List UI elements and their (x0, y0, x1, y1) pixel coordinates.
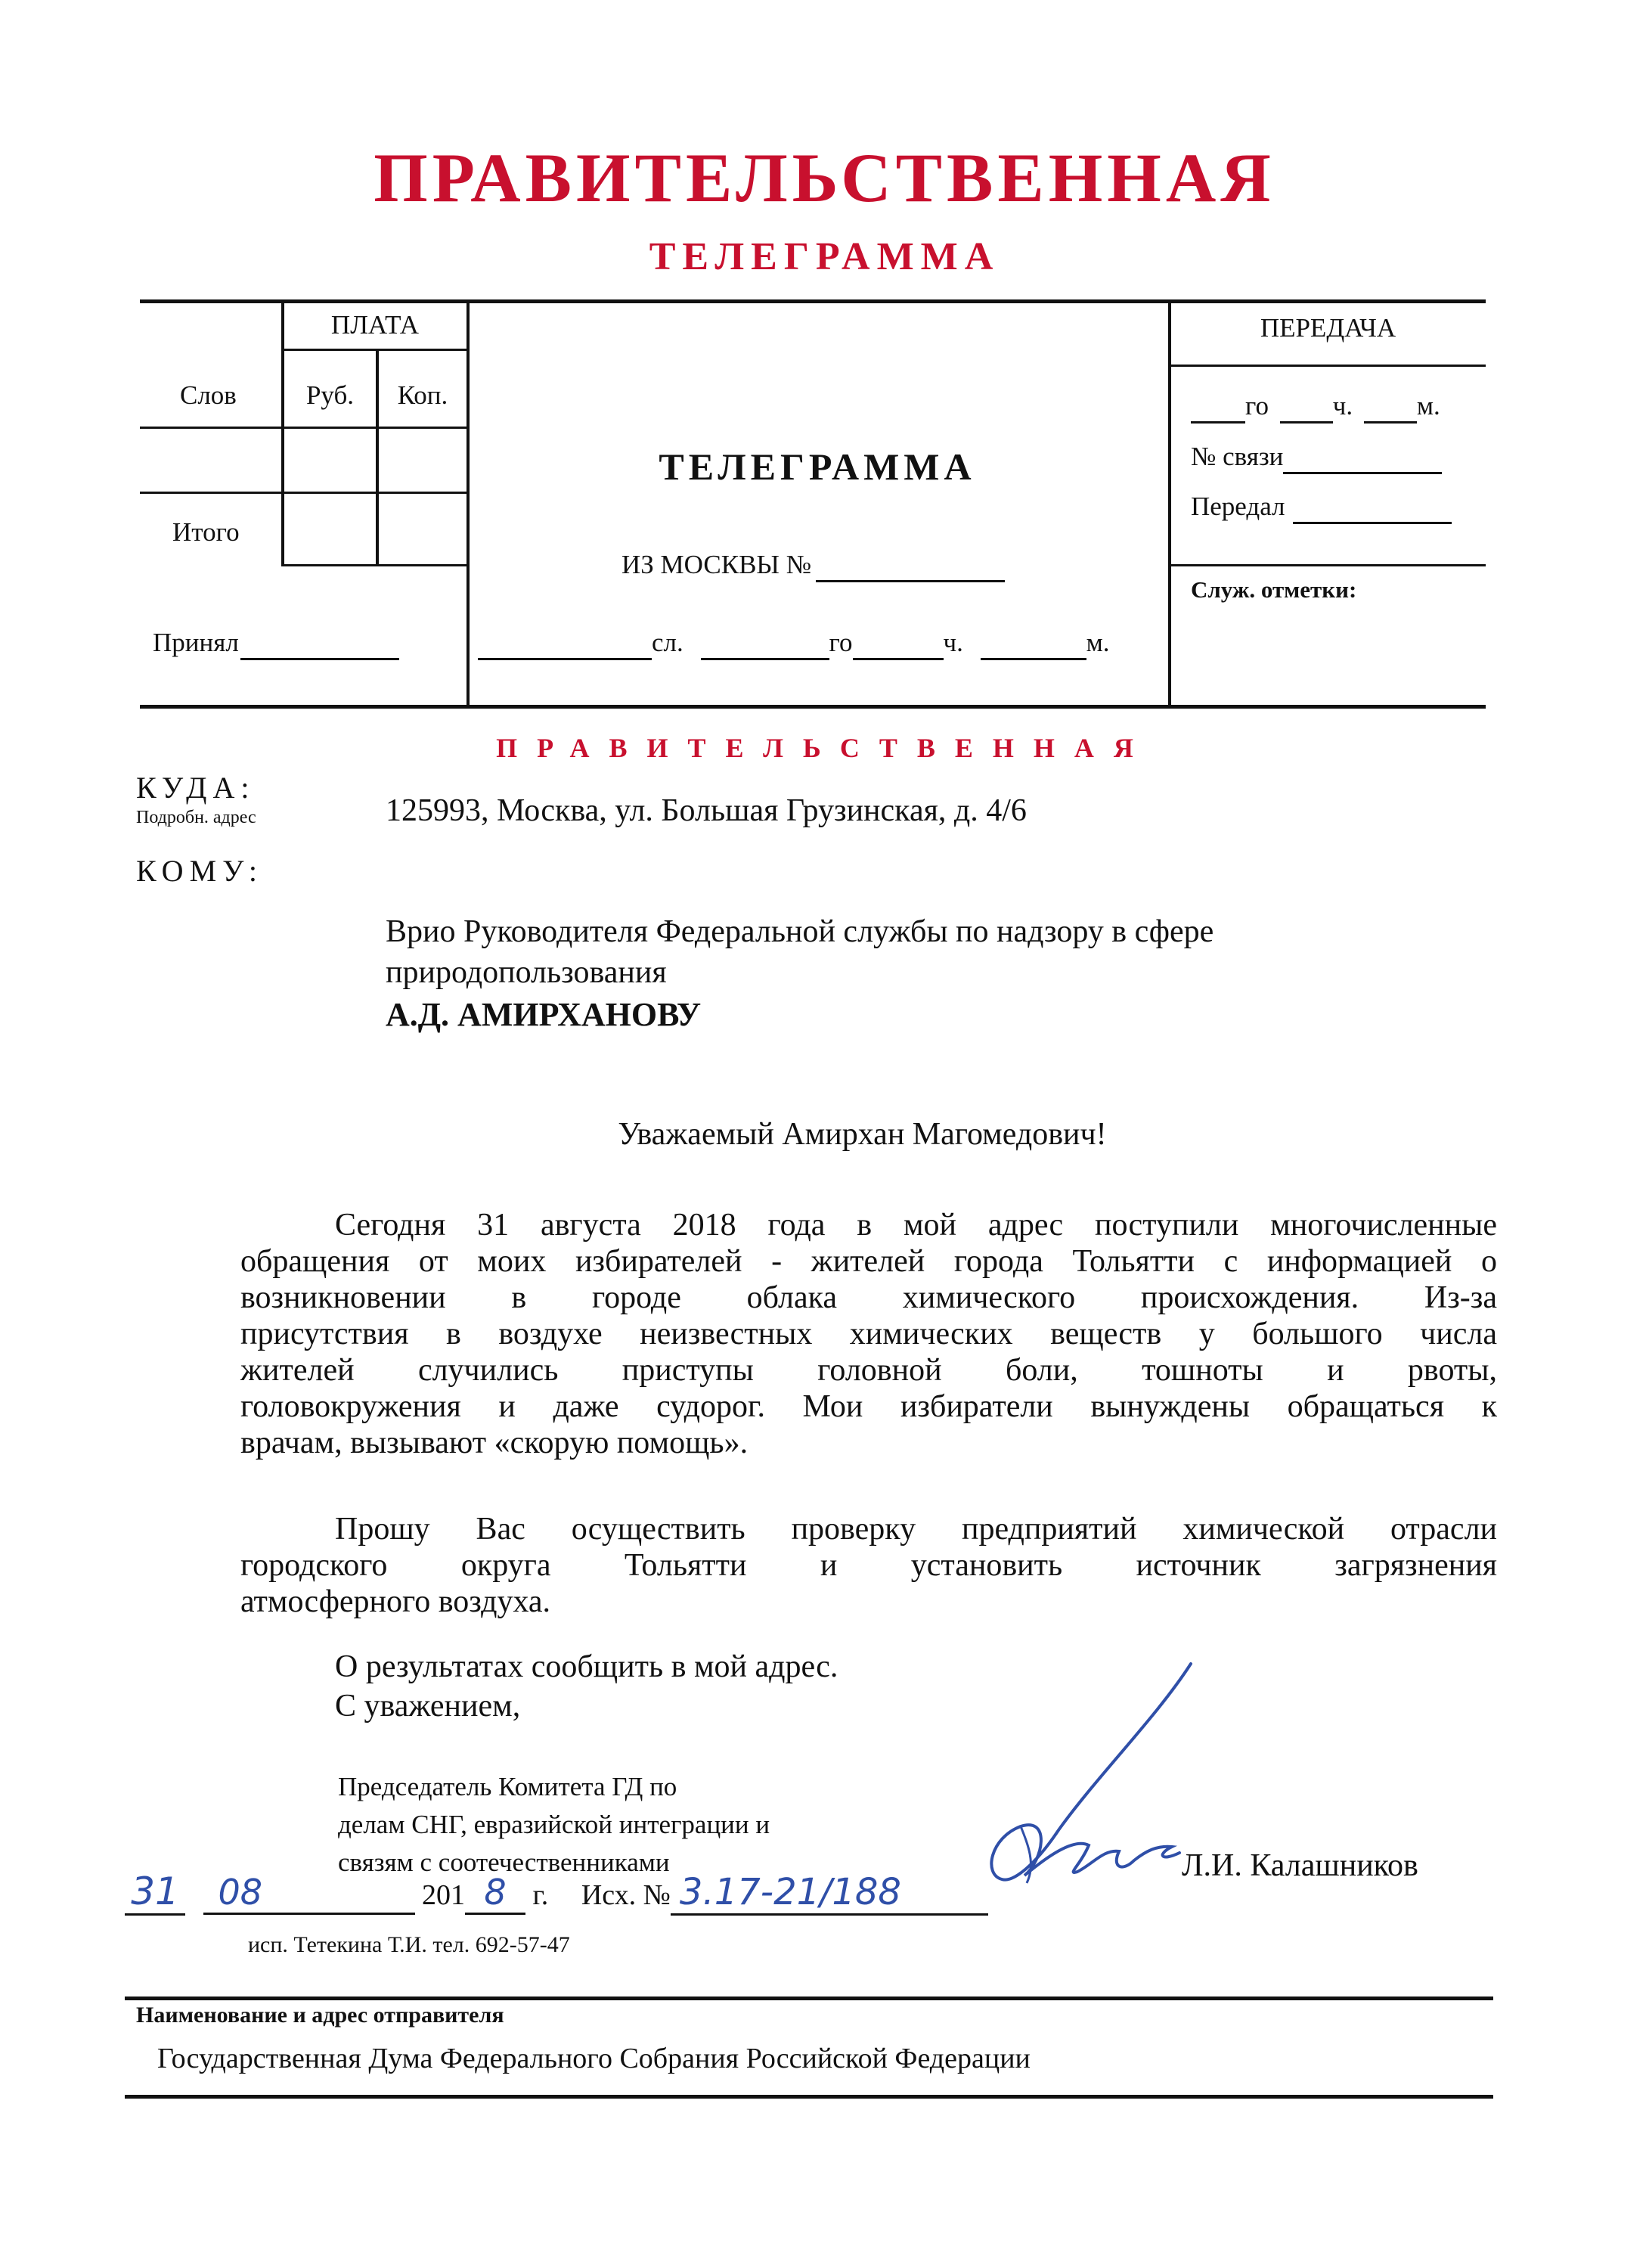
komu-label: КОМУ: (136, 854, 264, 888)
recipient-name: А.Д. АМИРХАНОВУ (386, 996, 702, 1033)
executor-line: исп. Тетекина Т.И. тел. 692-57-47 (248, 1932, 570, 1957)
p1-line: присутствия в воздухе неизвестных химических веществ у большого числа (240, 1317, 1497, 1351)
paragraph-3: О результатах сообщить в мой адрес. (335, 1649, 838, 1684)
year-handwritten: 8 (465, 1872, 525, 1915)
kuda-sublabel: Подробн. адрес (136, 808, 256, 827)
peredal-line (1191, 492, 1452, 524)
signer-name: Л.И. Калашников (1182, 1848, 1418, 1883)
itogo-bottom-line (281, 564, 469, 566)
footer-bottom-line (125, 2095, 1493, 2099)
iz-moskvy-line (621, 550, 1005, 582)
p1-line: жителей случились приступы головной боли, тошноты и рвоты, (240, 1353, 1497, 1388)
paragraph-2 (240, 1511, 1497, 1620)
document-title: ПРАВИТЕЛЬСТВЕННАЯ (374, 139, 1275, 216)
center-right-line (1168, 301, 1171, 705)
spaced-government-label: ПРАВИТЕЛЬСТВЕННАЯ (496, 733, 1153, 763)
itogo-label: Итого (172, 517, 240, 547)
sluzh-otmetki-label: Служ. отметки: (1191, 576, 1357, 603)
year-suffix: г. (532, 1879, 549, 1911)
p1-line: головокружения и даже судорог. Мои избиратели вынуждены обращаться к (240, 1389, 1497, 1424)
p2-line: атмосферного воздуха. (240, 1584, 551, 1619)
closing: С уважением, (335, 1689, 521, 1723)
peredacha-ch: ч. (1332, 391, 1353, 420)
plata-divider (281, 349, 469, 351)
plata-label: ПЛАТА (330, 310, 420, 340)
go-label: го (829, 628, 853, 657)
prinyal-blank (240, 628, 399, 660)
m-label: м. (1086, 628, 1110, 657)
ish-number: 3.17-21/188 (671, 1871, 988, 1916)
p2-line: городского округа Тольятти и установить источник загрязнения (240, 1548, 1497, 1583)
sender-label: Наименование и адрес отправителя (136, 2003, 504, 2028)
peredacha-divider (1170, 365, 1486, 367)
kuda-label: КУДА: (136, 771, 256, 805)
peredal-label: Передал (1191, 492, 1285, 521)
peredacha-time-line (1191, 391, 1440, 424)
signer-position-line: связям с соотечественниками (338, 1848, 670, 1877)
signer-position-line: Председатель Комитета ГД по (338, 1772, 677, 1801)
sl-label: сл. (652, 628, 683, 657)
p2-line: Прошу Вас осуществить проверку предприятий химической отрасли (335, 1512, 1497, 1547)
prinyal-text: Принял (153, 628, 239, 657)
slov-row-line (140, 427, 469, 429)
peredacha-go: го (1245, 391, 1269, 420)
peredacha-bottom-line (1170, 564, 1486, 566)
form-top-border (140, 299, 1486, 303)
date-time-line (478, 628, 1110, 660)
komu-line-2: природопользования (386, 955, 667, 990)
p1-line: обращения от моих избирателей - жителей города Тольятти с информацией о (240, 1244, 1497, 1279)
komu-line-1: Врио Руководителя Федеральной службы по надзору в сфере (386, 914, 1214, 949)
sender-name: Государственная Дума Федерального Собрания Российской Федерации (157, 2043, 1031, 2074)
prinyal-label (153, 628, 399, 660)
footer-top-line (125, 1997, 1493, 2000)
date-month: 08 (203, 1872, 415, 1915)
date-number-line (125, 1869, 988, 1916)
greeting: Уважаемый Амирхан Магомедович! (618, 1117, 1107, 1152)
rub-label: Руб. (305, 380, 355, 410)
telegram-box-title: ТЕЛЕГРАММА (659, 445, 976, 488)
center-left-line (466, 301, 470, 705)
signer-position-line: делам СНГ, евразийской интеграции и (338, 1810, 770, 1839)
kop-label: Коп. (397, 380, 448, 410)
iz-moskvy-label: ИЗ МОСКВЫ № (621, 550, 812, 579)
ch-label: ч. (943, 628, 963, 657)
itogo-top-line (140, 492, 469, 494)
rub-left-line (281, 301, 284, 564)
p1-line: Сегодня 31 августа 2018 года в мой адрес поступили многочисленные (335, 1208, 1497, 1243)
date-day: 31 (125, 1869, 185, 1916)
signer-position (338, 1768, 770, 1882)
p1-line: возникновении в городе облака химического происхождения. Из-за (240, 1280, 1497, 1315)
svyazi-line (1191, 442, 1442, 474)
slov-label: Слов (180, 380, 237, 410)
p1-line: врачам, вызывают «скорую помощь». (240, 1426, 749, 1460)
kuda-address: 125993, Москва, ул. Большая Грузинская, д. 4/6 (386, 793, 1027, 828)
ish-label: Исх. № (581, 1879, 671, 1911)
form-bottom-border (140, 705, 1486, 709)
svyazi-label: № связи (1191, 442, 1284, 471)
paragraph-1 (240, 1207, 1497, 1461)
iz-moskvy-blank (816, 550, 1005, 582)
peredacha-label: ПЕРЕДАЧА (1260, 313, 1396, 343)
year-prefix: 201 (422, 1879, 465, 1911)
document-subtitle: ТЕЛЕГРАММА (649, 235, 1000, 278)
peredacha-m: м. (1416, 391, 1440, 420)
